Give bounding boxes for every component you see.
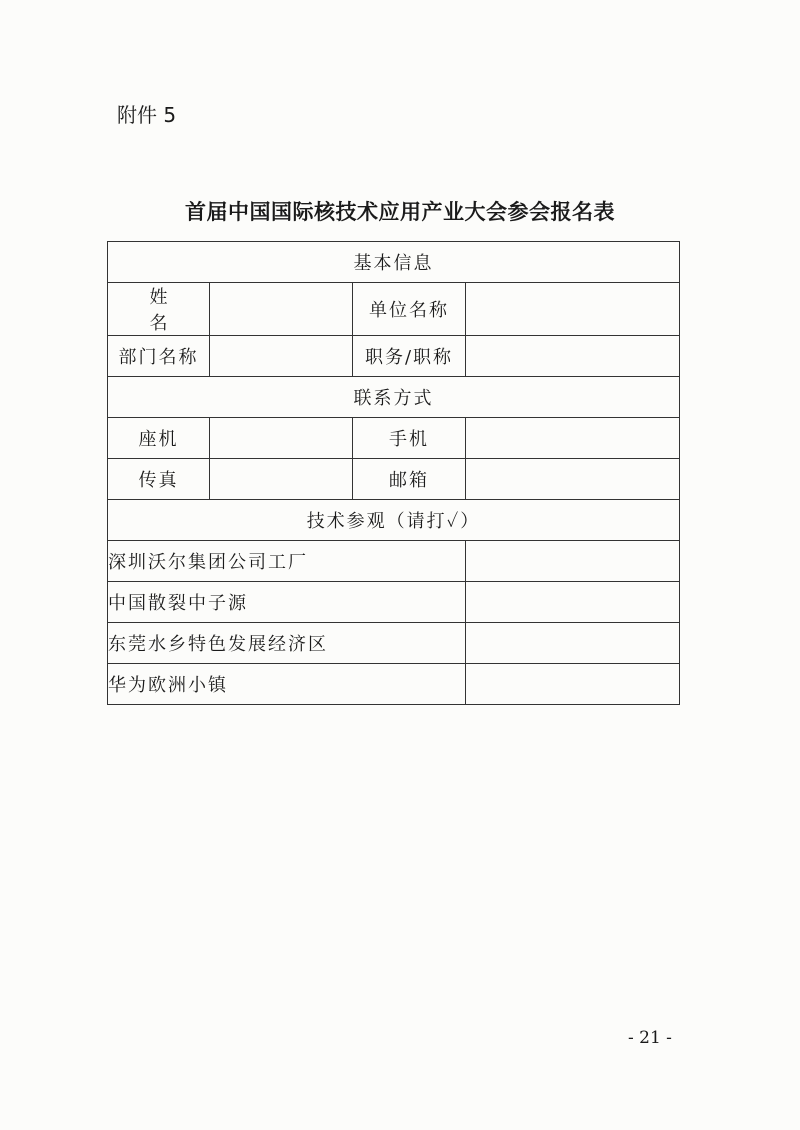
tour-header: 技术参观（请打✓） <box>108 500 680 541</box>
page-number: - 21 - <box>628 1028 672 1048</box>
tour-site-label: 深圳沃尔集团公司工厂 <box>108 541 466 582</box>
landline-label: 座机 <box>108 418 210 459</box>
tour-site-row <box>108 541 680 582</box>
contact-header-row <box>108 377 680 418</box>
tour-site-row <box>108 582 680 623</box>
registration-form-table <box>107 241 680 705</box>
tour-site-checkbox[interactable] <box>466 582 680 623</box>
tour-site-checkbox[interactable] <box>466 623 680 664</box>
name-unit-row <box>108 283 680 336</box>
mobile-field[interactable] <box>466 418 680 459</box>
position-field[interactable] <box>466 336 680 377</box>
name-label: 姓 名 <box>108 283 210 336</box>
position-label: 职务/职称 <box>353 336 466 377</box>
tour-header-row <box>108 500 680 541</box>
landline-field[interactable] <box>210 418 353 459</box>
attachment-label: 附件 5 <box>117 103 177 127</box>
contact-header: 联系方式 <box>108 377 680 418</box>
fax-label: 传真 <box>108 459 210 500</box>
basic-info-header-row <box>108 242 680 283</box>
tour-site-label: 华为欧洲小镇 <box>108 664 466 705</box>
department-label: 部门名称 <box>108 336 210 377</box>
unit-label: 单位名称 <box>353 283 466 336</box>
form-title: 首届中国国际核技术应用产业大会参会报名表 <box>185 200 615 224</box>
fax-email-row <box>108 459 680 500</box>
email-label: 邮箱 <box>353 459 466 500</box>
basic-info-header: 基本信息 <box>108 242 680 283</box>
email-field[interactable] <box>466 459 680 500</box>
department-field[interactable] <box>210 336 353 377</box>
tour-site-checkbox[interactable] <box>466 541 680 582</box>
tour-site-checkbox[interactable] <box>466 664 680 705</box>
name-field[interactable] <box>210 283 353 336</box>
tour-site-label: 东莞水乡特色发展经济区 <box>108 623 466 664</box>
tour-site-row <box>108 664 680 705</box>
mobile-label: 手机 <box>353 418 466 459</box>
fax-field[interactable] <box>210 459 353 500</box>
landline-mobile-row <box>108 418 680 459</box>
tour-site-label: 中国散裂中子源 <box>108 582 466 623</box>
tour-site-row <box>108 623 680 664</box>
department-position-row <box>108 336 680 377</box>
unit-field[interactable] <box>466 283 680 336</box>
